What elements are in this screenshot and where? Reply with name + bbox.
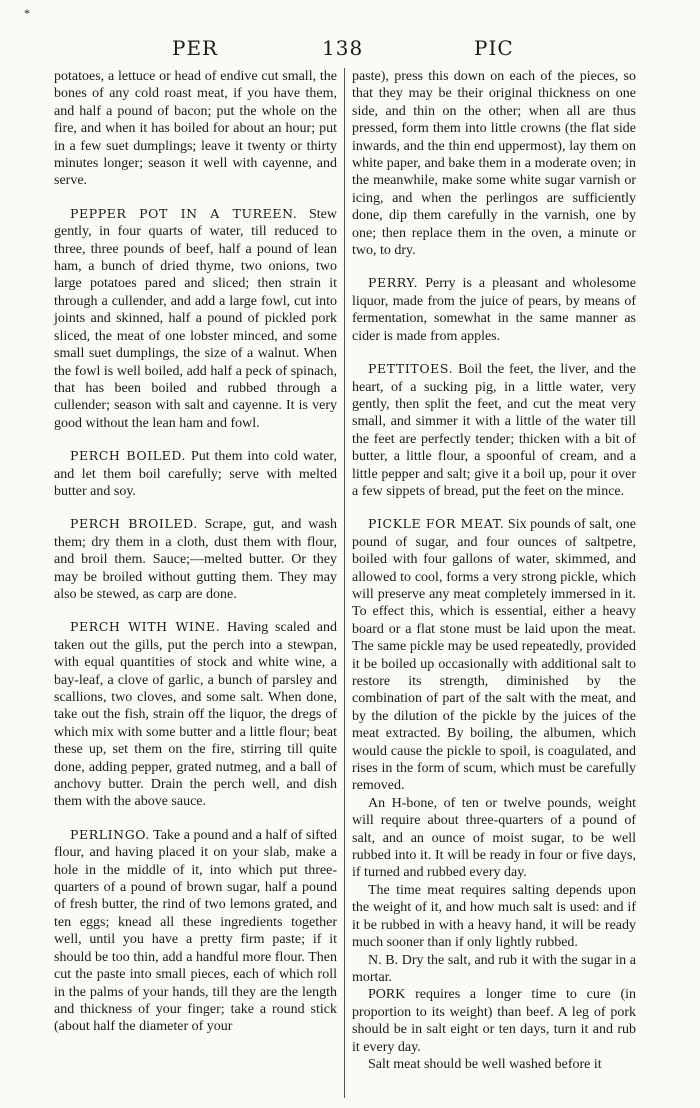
recipe-entry — [352, 274, 636, 345]
recipe-entry — [54, 618, 337, 810]
entry-headword: PERRY. — [368, 275, 419, 291]
recipe-entry — [54, 515, 337, 603]
entry-text: The time meat requires salting depends upon the weight of it, and how much salt is used: and if it be rubbed in with a heavy hand, it will be ready much sooner than if only lightly rubbed. — [352, 882, 636, 951]
entry-headword: PEPPER POT IN A TUREEN. — [70, 205, 298, 221]
entry-text: Scrape, gut, and wash them; dry them in a cloth, dust them with flour, and broil them. Sauce;—melted butter. Or they may be broiled without gutting them. They may also be stewed, as carp are done. — [54, 517, 337, 602]
recipe-entry — [352, 360, 636, 500]
entry-paragraph — [352, 360, 636, 500]
entry-headword: PETTITOES. — [368, 361, 454, 377]
header-right-guideword: PIC — [474, 36, 514, 60]
entry-headword: PERCH WITH WINE. — [70, 619, 221, 635]
entry-headword: PERCH BROILED. — [70, 516, 198, 532]
entry-paragraph — [54, 205, 337, 432]
entry-headword: PERCH BOILED. — [70, 448, 187, 464]
entry-text: N. B. Dry the salt, and rub it with the sugar in a mortar. — [352, 952, 636, 985]
entry-text: Take a pound and a half of sifted flour, and having placed it on your slab, make a hole in the middle of it, into which put three-quarters of a pound of brown sugar, half a pound of fresh butter, the rind of two lemons grated, and ten eggs; knead all these ingredients together well, until you have a pretty firm paste; if it should be too thin, add a handful more flour. Then cut the paste into small pieces, each of which roll in the palms of your hands, till they are the length and thickness of your finger; take a round stick (about half the diameter of your — [54, 827, 337, 1035]
entry-continuation — [54, 68, 337, 190]
entry-text: paste), press this down on each of the pieces, so that they may be their original thickness on one side, and thin on the other; when all are thus pressed, form them into little crowns (the flat side inwards, and the thin end uppermost), lay them on white paper, and bake them in a moderate oven; in the meanwhile, make some white sugar varnish or icing, and when the perlingos are sufficiently done, dip them carefully in the varnish, one by one; then replace them in the oven, a minute or two, to dry. — [352, 69, 636, 259]
entry-paragraph — [352, 986, 636, 1056]
entry-text: PORK requires a longer time to cure (in proportion to its weight) than beef. A leg of pork should be in salt eight or ten days, turn it and rub it every day. — [352, 987, 636, 1055]
entry-headword: PICKLE FOR MEAT. — [368, 516, 505, 532]
recipe-entry — [54, 205, 337, 432]
entry-paragraph — [352, 68, 636, 259]
running-header — [0, 36, 700, 66]
entry-text: Having scaled and taken out the gills, put the perch into a stewpan, with equal quantities of stock and white wine, a bay-leaf, a clove of garlic, a bunch of parsley and scallions, two cloves, and some salt. When done, take out the fish, strain off the liquor, the dregs of which mix with some butter and a little flour; beat these up, set them on the fire, stirring till quite done, adding pepper, grated nutmeg, and a ball of anchovy butter. Drain the perch well, and dish them with the above sauce. — [54, 620, 337, 810]
entry-headword: PERLINGO. — [70, 826, 150, 842]
entry-paragraph — [352, 274, 636, 345]
recipe-entry — [54, 826, 337, 1036]
entry-paragraph — [54, 618, 337, 810]
entry-paragraph — [54, 515, 337, 603]
header-left-guideword: PER — [172, 36, 219, 60]
entry-text: Put them into cold water, and let them boil carefully; serve with melted butter and soy. — [54, 449, 337, 499]
right-column — [352, 68, 636, 1088]
entry-paragraph — [352, 952, 636, 987]
entry-paragraph — [54, 826, 337, 1036]
recipe-entry — [352, 515, 636, 1073]
entry-text: Stew gently, in four quarts of water, till reduced to three, three pounds of beef, half a pound of lean ham, a bunch of dried thyme, two onions, two large potatoes pared and sliced; then strain it through a cullender, and add a large fowl, cut into joints and skinned, half a pound of pickled pork sliced, the meat of one lobster minced, and some small suet dumplings, the size of a walnut. When the fowl is well boiled, add half a peck of spinach, that has been boiled and rubbed through a cullender; season with salt and cayenne. It is very good without the lean ham and fowl. — [54, 206, 337, 431]
entry-continuation — [352, 68, 636, 259]
recipe-entry — [54, 447, 337, 500]
entry-text: potatoes, a lettuce or head of endive cut small, the bones of any cold roast meat, if you have them, and half a pound of bacon; put the whole on the fire, and when it has boiled for about an hour; put in a few suet dumplings; leave it twenty or thirty minutes longer; season it well with cayenne, and serve. — [54, 69, 337, 189]
entry-paragraph — [352, 882, 636, 952]
page-number: 138 — [322, 36, 364, 60]
left-column — [54, 68, 337, 1051]
entry-text: Salt meat should be well washed before it — [368, 1056, 602, 1072]
entry-paragraph — [54, 68, 337, 190]
column-divider — [344, 68, 345, 1098]
entry-text: Perry is a pleasant and wholesome liquor, made from the juice of pears, by means of fermentation, somewhat in the same manner as cider is made from apples. — [352, 276, 636, 344]
entry-text: Boil the feet, the liver, and the heart, of a sucking pig, in a little water, very gently, then split the feet, and cut the meat very small, and simmer it with a little of the water till the feet are perfectly tender; thicken with a bit of butter, a little flour, a spoonful of cream, and a little pepper and salt; give it a boil up, pour it over a few sippets of bread, put the feet on the mince. — [352, 362, 637, 499]
entry-paragraph — [352, 795, 636, 882]
entry-paragraph — [352, 515, 636, 795]
entry-text: An H-bone, of ten or twelve pounds, weight will require about three-quarters of a pound of salt, and an ounce of moist sugar, to be well rubbed into it. It will be ready in four or five days, if turned and rubbed every day. — [352, 795, 636, 881]
entry-paragraph — [352, 1056, 636, 1073]
page-corner-mark: * — [24, 6, 30, 20]
entry-text: Six pounds of salt, one pound of sugar, and four ounces of saltpetre, boiled with four gallons of water, skimmed, and allowed to cool, forms a very strong pickle, which will preserve any meat completely immersed in it. To effect this, which is essential, either a heavy board or a flat stone must be laid upon the meat. The same pickle may be used repeatedly, provided it be boiled up occasionally with additional salt to restore its strength, diminished by the combination of part of the salt with the meat, and by the dilution of the pickle by the juices of the meat extracted. By boiling, the albumen, which would cause the pickle to spoil, is coagulated, and rises in the form of scum, which must be carefully removed. — [352, 517, 637, 794]
entry-paragraph — [54, 447, 337, 500]
